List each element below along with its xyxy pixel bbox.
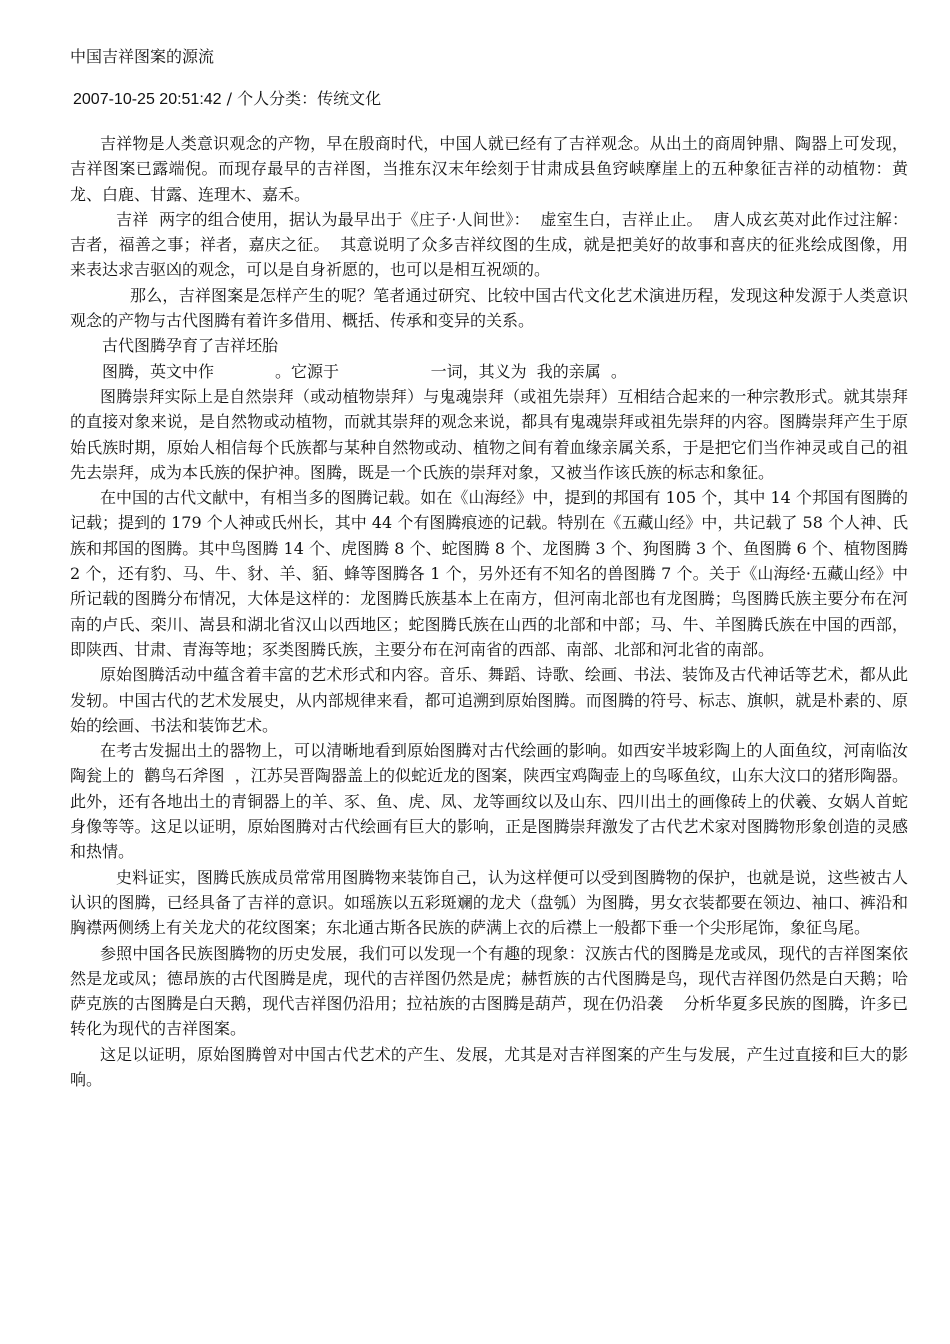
document-page: [70, 44, 919, 1092]
category-label: 个人分类：: [237, 89, 318, 108]
section-heading: 古代图腾孕育了吉祥坯胎: [102, 336, 279, 356]
post-meta: [70, 86, 908, 113]
paragraph-8: 原始图腾活动中蕴含着丰富的艺术形式和内容。音乐、舞蹈、诗歌、绘画、书法、装饰及古代神话等艺术，都从此发轫。中国古代的艺术发展史，从内部规律来看，都可追溯到原始图腾。而图腾的符号、标志、旗帜，就是朴素的、原始的绘画、书法和装饰艺术。: [70, 665, 908, 735]
paragraph-9: 在考古发掘出土的器物上，可以清晰地看到原始图腾对古代绘画的影响。如西安半坡彩陶上的人面鱼纹，河南临汝陶瓮上的 鹳鸟石斧图 ，江苏吴晋陶器盖上的似蛇近龙的图案，陕西宝鸡陶壶上的鸟啄鱼纹，山东大汶口的猪形陶器。此外，还有各地出土的青铜器上的羊、豕、鱼、虎、凤、龙等画纹以及山东、四川出土的画像砖上的伏羲、女娲人首蛇身像等等。这足以证明，原始图腾对古代绘画有巨大的影响，正是图腾崇拜激发了古代艺术家对图腾物形象创造的灵感和热情。: [70, 741, 908, 862]
paragraph-1: 吉祥物是人类意识观念的产物，早在殷商时代，中国人就已经有了吉祥观念。从出土的商周钟鼎、陶器上可发现，吉祥图案已露端倪。而现存最早的吉祥图，当推东汉末年绘刻于甘肃成县鱼窍峡摩崖上的五种象征吉祥的动植物：黄龙、白鹿、甘露、连理木、嘉禾。: [70, 134, 908, 204]
paragraph-totem-definition: 图腾，英文中作 。它源于 一词，其义为 我的亲属 。: [102, 361, 627, 381]
paragraph-2: 吉祥 两字的组合使用，据认为最早出于《庄子·人间世》： 虚室生白，吉祥止止。 唐人成玄英对此作过注解： 吉者，福善之事；祥者，嘉庆之征。 其意说明了众多吉祥纹图的生成，就是把美好的故事和喜庆的征兆绘成图像，用来表达求吉驱凶的观念，可以是自身祈愿的，也可以是相互祝颂的。: [70, 209, 919, 280]
meta-separator: /: [221, 89, 238, 108]
paragraph-6: 图腾崇拜实际上是自然崇拜（或动植物崇拜）与鬼魂崇拜（或祖先崇拜）互相结合起来的一种宗教形式。就其崇拜的直接对象来说，是自然物或动植物，而就其崇拜的观念来说，都具有鬼魂崇拜或祖先崇拜的内容。图腾崇拜产生于原始氏族时期，原始人相信每个氏族都与某种自然物或动、植物之间有着血缘亲属关系，于是把它们当作神灵或自己的祖先去崇拜，成为本氏族的保护神。图腾，既是一个氏族的崇拜对象，又被当作该氏族的标志和象征。: [70, 386, 908, 482]
document-title: 中国吉祥图案的源流: [70, 47, 215, 66]
paragraph-11: 参照中国各民族图腾物的历史发展，我们可以发现一个有趣的现象：汉族古代的图腾是龙或凤，现代的吉祥图案依然是龙或凤；德昂族的古代图腾是虎，现代的吉祥图仍然是虎；赫哲族的古代图腾是鸟，现代吉祥图仍然是白天鹅；哈萨克族的古图腾是白天鹅，现代吉祥图仍沿用；拉祜族的古图腾是葫芦，现在仍沿袭 分析华夏多民族的图腾，许多已转化为现代的吉祥图案。: [70, 943, 908, 1039]
paragraph-3: 那么，吉祥图案是怎样产生的呢？笔者通过研究、比较中国古代文化艺术演进历程，发现这种发源于人类意识观念的产物与古代图腾有着许多借用、概括、传承和变异的关系。: [70, 285, 908, 331]
paragraph-7: 在中国的古代文献中，有相当多的图腾记载。如在《山海经》中，提到的邦国有 105 个，其中 14 个邦国有图腾的记载；提到的 179 个人神或氏州长，其中 44 个有图腾痕迹的记载。特别在《五藏山经》中，共记载了 58 个人神、氏族和邦国的图腾。其中鸟图腾 14 个、虎图腾 8 个、蛇图腾 8 个、龙图腾 3 个、狗图腾 3 个、鱼图腾 6 个、植物图腾 2 个，还有豹、马、牛、豺、羊、貊、蜂等图腾各 1 个，另外还有不知名的兽图腾 7 个。关于《山海经·五藏山经》中所记载的图腾分布情况，大体是这样的：龙图腾氏族基本上在南方，但河南北部也有龙图腾；鸟图腾氏族主要分布在河南的卢氏、栾川、嵩县和湖北省汉山以西地区；蛇图腾氏族在山西的北部和中部；马、牛、羊图腾氏族在中国的西部，即陕西、甘肃、青海等地；豕类图腾氏族，主要分布在河南省的西部、南部、北部和河北省的南部。: [70, 488, 908, 659]
post-date: 2007-10-25 20:51:42: [73, 91, 222, 108]
article-body: [70, 131, 919, 1092]
paragraph-12: 这足以证明，原始图腾曾对中国古代艺术的产生、发展，尤其是对吉祥图案的产生与发展，产生过直接和巨大的影响。: [70, 1044, 908, 1089]
category-value[interactable]: 传统文化: [317, 89, 382, 108]
paragraph-10: 史料证实，图腾氏族成员常常用图腾物来装饰自己，认为这样便可以受到图腾物的保护，也就是说，这些被古人认识的图腾，已经具备了吉祥的意识。如瑶族以五彩斑斓的龙犬（盘瓠）为图腾，男女衣装都要在领边、袖口、裤沿和胸襟两侧绣上有关龙犬的花纹图案；东北通古斯各民族的萨满上衣的后襟上一般都下垂一个尖形尾饰，象征鸟尾。: [70, 867, 908, 938]
